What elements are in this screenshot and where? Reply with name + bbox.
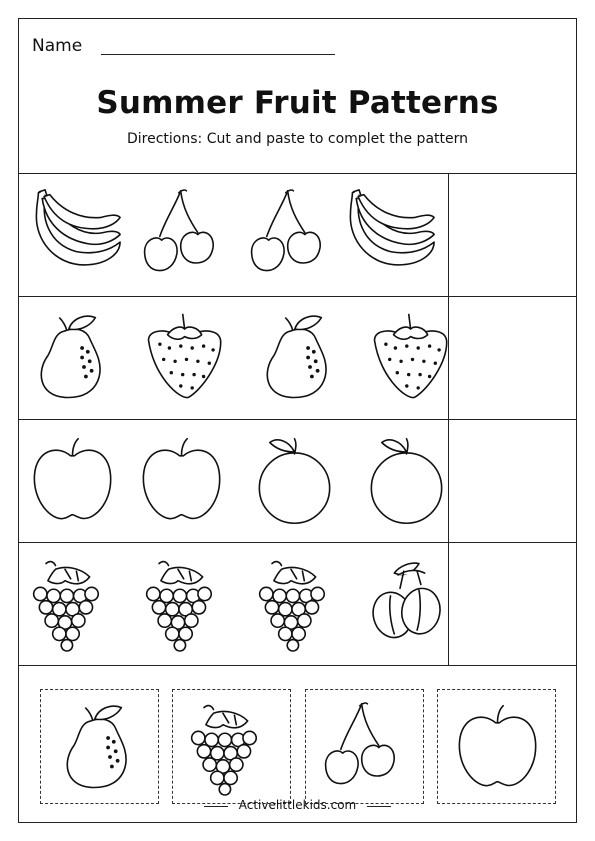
- page-title: Summer Fruit Patterns: [96, 85, 499, 121]
- orange-icon: [247, 433, 342, 528]
- answer-box-2[interactable]: [448, 296, 576, 419]
- grapes-icon: [185, 700, 280, 795]
- answer-box-1[interactable]: [448, 173, 576, 296]
- apple-icon: [134, 433, 229, 528]
- cutout-cherry[interactable]: [305, 689, 424, 804]
- worksheet: [18, 18, 577, 823]
- footer: [0, 798, 595, 818]
- banana-icon: [27, 187, 122, 282]
- answer-box-4[interactable]: [448, 542, 576, 665]
- name-input-line[interactable]: [101, 54, 335, 55]
- strawberry-icon: [139, 310, 234, 405]
- worksheet-header: [19, 19, 576, 174]
- plum-icon: [362, 556, 457, 651]
- pear-icon: [53, 700, 148, 795]
- answer-box-3[interactable]: [448, 419, 576, 542]
- apple-icon: [25, 433, 120, 528]
- pear-icon: [27, 310, 122, 405]
- cherry-icon: [318, 700, 413, 795]
- orange-icon: [359, 433, 454, 528]
- cutout-grapes[interactable]: [172, 689, 291, 804]
- pattern-row-3: [19, 419, 576, 543]
- cutout-pear[interactable]: [40, 689, 159, 804]
- footer-divider-right: [367, 806, 391, 807]
- apple-icon: [450, 700, 545, 795]
- pattern-row-1: [19, 173, 576, 297]
- directions-text: Directions: Cut and paste to complet the pattern: [127, 131, 468, 147]
- name-label: Name: [32, 36, 83, 56]
- cherry-icon: [137, 187, 232, 282]
- cherry-icon: [244, 187, 339, 282]
- strawberry-icon: [365, 310, 460, 405]
- pattern-row-2: [19, 296, 576, 420]
- grapes-icon: [140, 556, 235, 651]
- grapes-icon: [27, 556, 122, 651]
- pattern-row-4: [19, 542, 576, 666]
- footer-site: Activelittlekids.com: [238, 798, 357, 812]
- grapes-icon: [253, 556, 348, 651]
- cutout-apple[interactable]: [437, 689, 556, 804]
- banana-icon: [341, 187, 436, 282]
- pear-icon: [253, 310, 348, 405]
